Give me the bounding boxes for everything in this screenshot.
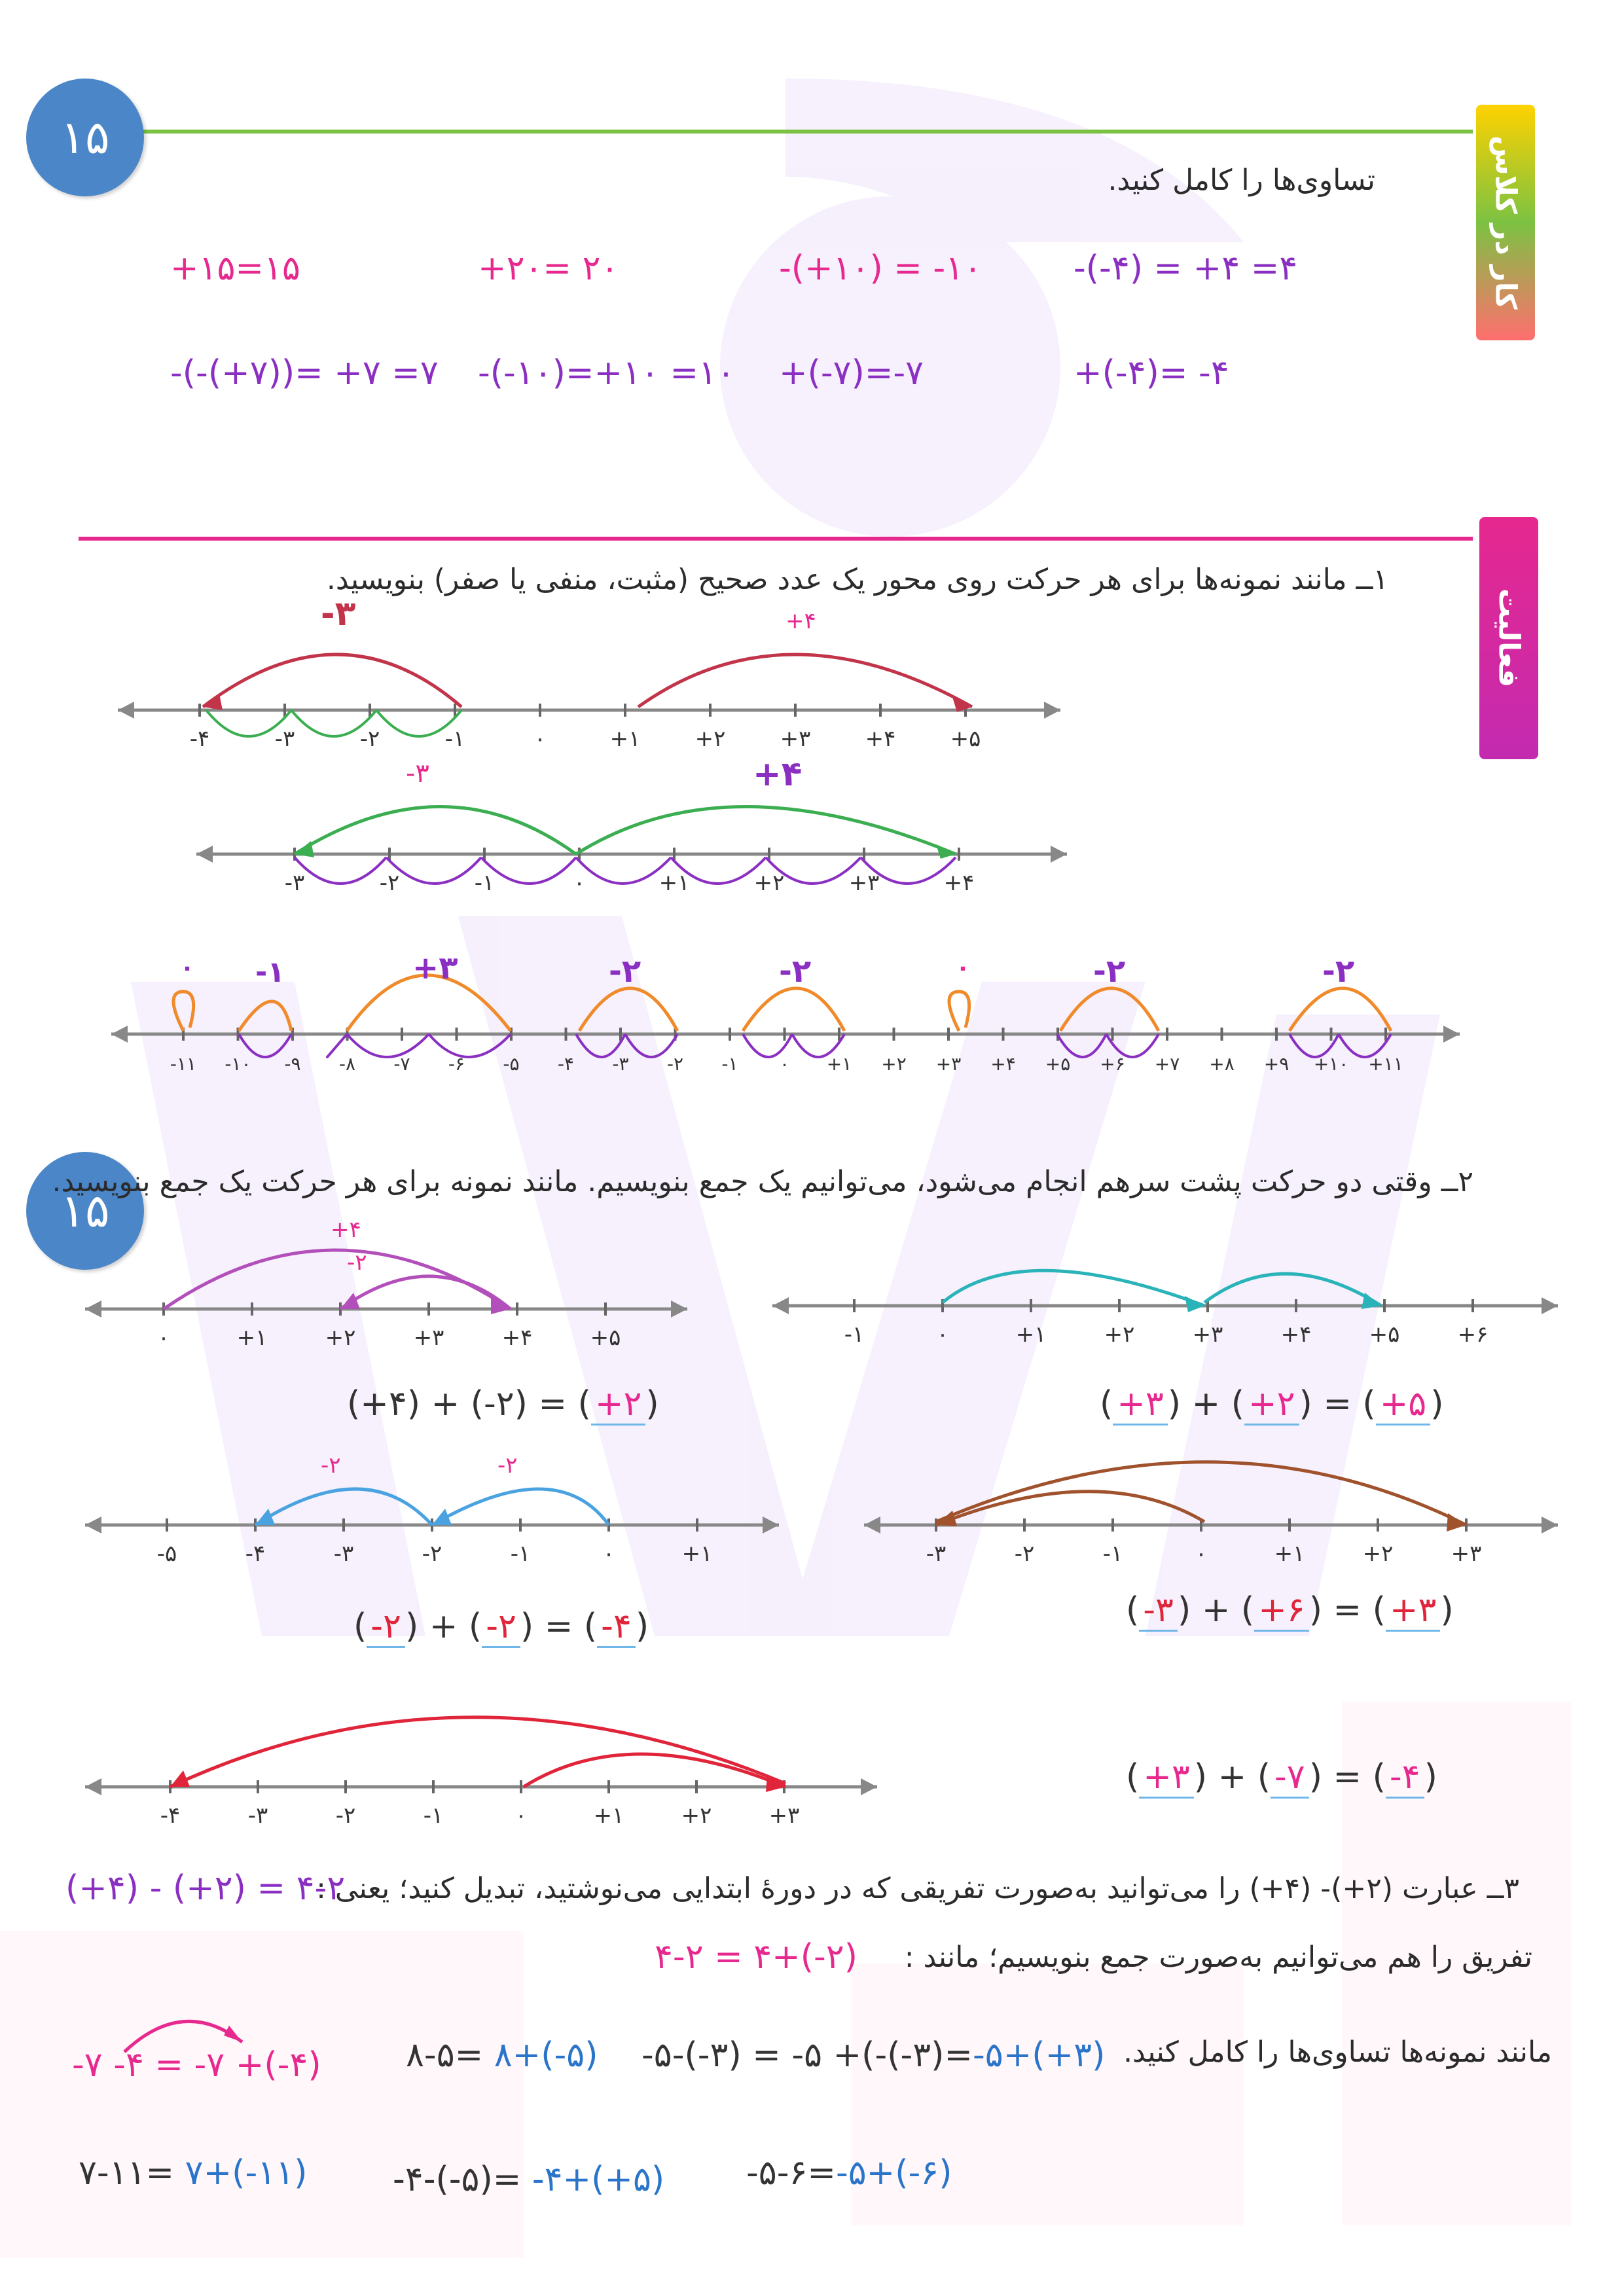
d4-eq-p0: ( bbox=[353, 1607, 367, 1646]
example-4-q: -۵-۶= bbox=[746, 2153, 836, 2193]
d4-tick-label: -۲ bbox=[422, 1541, 442, 1567]
page-number-mid: ۱۵ bbox=[60, 1184, 110, 1238]
d1-eq-p1: ) + ( bbox=[1167, 1384, 1244, 1424]
d5-tick-label: +۲ bbox=[681, 1803, 712, 1829]
line2-tick-label: ۰ bbox=[573, 870, 586, 896]
question-3-line-1: ۳ــ عبارت (۲+)- (۴+) را می‌توانید به‌صورت تفریقی که در دورهٔ ابتدایی می‌نوشتید، تبدیل کنید؛ یعنی : bbox=[316, 1872, 1519, 1905]
line1-tick-label: +۱ bbox=[609, 726, 641, 752]
d5-tick-label: +۱ bbox=[593, 1803, 624, 1829]
line3-label-8: -۲ bbox=[1322, 953, 1355, 990]
d5-tick-label: +۳ bbox=[768, 1803, 800, 1829]
d2-tick-label: +۵ bbox=[590, 1325, 621, 1351]
classwork-eq-1-2: -(+۱۰) = -۱۰ bbox=[779, 249, 983, 288]
line2-tick-label: +۱ bbox=[659, 870, 690, 896]
d2-arc2-label: -۲ bbox=[347, 1249, 367, 1276]
line3-tick-label: +۲ bbox=[881, 1053, 907, 1075]
d4-arc1-label: -۲ bbox=[497, 1452, 518, 1479]
d4-eq-p3: ) bbox=[635, 1607, 649, 1646]
classwork-eq-2-4: -(-(+۷))= +۷ =۷ bbox=[170, 353, 439, 393]
d2-eq-p0: (+۴) + (-۲) = ( bbox=[347, 1384, 591, 1424]
d5-eq-b: -۷ bbox=[1271, 1757, 1309, 1799]
line1-right-label: +۴ bbox=[785, 608, 816, 634]
d1-eq-p3: ) bbox=[1430, 1384, 1444, 1424]
line2-tick-label: -۳ bbox=[284, 870, 305, 896]
line2-tick-label: +۲ bbox=[753, 870, 785, 896]
d4-arc2-label: -۲ bbox=[321, 1452, 341, 1479]
d4-eq-c: -۴ bbox=[597, 1607, 636, 1648]
diagram-2-equation bbox=[347, 1384, 659, 1424]
example-2-q: ۸-۵= bbox=[406, 2036, 484, 2075]
example-1 bbox=[641, 2036, 1105, 2075]
example-1-q: -۵-(-۳) = -۵ +(-(-۳)= bbox=[641, 2036, 973, 2075]
activity-tag-label: فعالیت bbox=[1492, 588, 1526, 688]
d1-eq-c: +۵ bbox=[1376, 1384, 1431, 1426]
example-5 bbox=[393, 2160, 664, 2199]
line3-label-1: ۰ bbox=[180, 954, 194, 981]
d4-eq-p1: ) + ( bbox=[405, 1607, 482, 1646]
d5-eq-p3: ) bbox=[1424, 1757, 1437, 1797]
line3-tick-label: -۴ bbox=[557, 1053, 575, 1075]
d1-eq-p2: ) = ( bbox=[1299, 1384, 1376, 1424]
line2-tick-label: +۳ bbox=[848, 870, 880, 896]
example-5-q: -۴-(-۵)= bbox=[393, 2160, 522, 2199]
d5-eq-p1: ) + ( bbox=[1193, 1757, 1271, 1797]
d3-eq-a: -۳ bbox=[1139, 1590, 1178, 1632]
d1-tick-label: +۶ bbox=[1457, 1321, 1489, 1348]
line1-tick-label: -۲ bbox=[359, 726, 380, 752]
d5-eq-a: +۳ bbox=[1139, 1757, 1194, 1799]
d3-tick-label: -۳ bbox=[926, 1541, 947, 1567]
classwork-instruction: تساوی‌ها را کامل کنید. bbox=[1108, 164, 1375, 197]
d4-tick-label: -۵ bbox=[156, 1541, 177, 1567]
line3-label-3: +۳ bbox=[412, 950, 458, 986]
diagram-2 bbox=[72, 1217, 700, 1374]
d5-tick-label: ۰ bbox=[514, 1803, 528, 1829]
d1-tick-label: +۳ bbox=[1192, 1321, 1223, 1348]
d3-eq-p3: ) bbox=[1440, 1590, 1454, 1630]
d1-eq-a: +۳ bbox=[1113, 1384, 1168, 1426]
line1-tick-label: +۲ bbox=[695, 726, 726, 752]
d5-tick-label: -۴ bbox=[160, 1803, 181, 1829]
line2-tick-label: -۱ bbox=[474, 870, 495, 896]
diagram-5 bbox=[72, 1689, 890, 1846]
line2-right-label: +۴ bbox=[753, 755, 803, 794]
line3-label-2: -۱ bbox=[255, 956, 285, 989]
line3-tick-label: -۱ bbox=[721, 1053, 738, 1075]
line3-tick-label: +۱۱ bbox=[1368, 1053, 1403, 1075]
d4-eq-b: -۲ bbox=[482, 1607, 520, 1648]
line1-tick-label: +۵ bbox=[950, 726, 981, 752]
d5-eq-p2: ) = ( bbox=[1308, 1757, 1386, 1797]
d4-eq-a: -۲ bbox=[367, 1607, 405, 1648]
d4-eq-p2: ) = ( bbox=[520, 1607, 598, 1646]
line3-tick-label: +۵ bbox=[1045, 1053, 1071, 1075]
example-4 bbox=[746, 2153, 952, 2193]
d3-tick-label: -۱ bbox=[1102, 1541, 1123, 1567]
line3-tick-label: +۱۰ bbox=[1313, 1053, 1349, 1075]
line1-tick-label: ۰ bbox=[533, 726, 547, 752]
page-number: ۱۵ bbox=[60, 111, 110, 164]
page-number-badge-top bbox=[26, 79, 144, 196]
d3-eq-p1: ) + ( bbox=[1178, 1590, 1255, 1630]
d3-eq-c: +۳ bbox=[1386, 1590, 1441, 1632]
line1-left-label: -۳ bbox=[321, 594, 356, 634]
d4-tick-label: ۰ bbox=[602, 1541, 615, 1567]
classwork-tag bbox=[1476, 105, 1535, 340]
line3-tick-label: +۳ bbox=[935, 1053, 962, 1075]
number-line-3 bbox=[98, 929, 1473, 1113]
d1-eq-p0: ( bbox=[1100, 1384, 1113, 1424]
line3-tick-label: -۹ bbox=[284, 1053, 301, 1075]
d1-tick-label: +۴ bbox=[1280, 1321, 1312, 1348]
line2-left-label: -۳ bbox=[406, 759, 429, 789]
d1-tick-label: ۰ bbox=[936, 1321, 949, 1348]
d4-tick-label: -۳ bbox=[333, 1541, 354, 1567]
number-line-2 bbox=[183, 746, 1100, 916]
classwork-eq-1-4: +۱۵=۱۵ bbox=[170, 249, 300, 288]
line3-tick-label: +۸ bbox=[1209, 1053, 1235, 1075]
line3-tick-label: -۳ bbox=[612, 1053, 629, 1075]
d2-tick-label: +۱ bbox=[236, 1325, 268, 1351]
d3-tick-label: +۲ bbox=[1362, 1541, 1394, 1567]
line1-tick-label: +۳ bbox=[780, 726, 811, 752]
classwork-eq-2-3: -(-۱۰)=+۱۰ =۱۰ bbox=[478, 353, 735, 393]
example-2-a: ۸+(-۵) bbox=[494, 2036, 598, 2075]
line3-label-5: -۲ bbox=[779, 953, 812, 990]
d3-eq-b: +۶ bbox=[1254, 1590, 1309, 1632]
d1-tick-label: +۵ bbox=[1369, 1321, 1400, 1348]
example-2 bbox=[406, 2036, 598, 2075]
d4-tick-label: -۴ bbox=[245, 1541, 266, 1567]
example-6-q: ۷-۱۱= bbox=[79, 2153, 175, 2193]
classwork-eq-2-1: +(-۴)= -۴ bbox=[1074, 353, 1229, 393]
diagram-5-equation bbox=[1126, 1757, 1437, 1797]
line1-tick-label: +۴ bbox=[865, 726, 896, 752]
d1-tick-label: -۱ bbox=[844, 1321, 865, 1348]
line3-tick-label: -۱۱ bbox=[170, 1053, 197, 1075]
question-2: ۲ــ وقتی دو حرکت پشت سرهم انجام می‌شود، می‌توانیم یک جمع بنویسیم. مانند نمونه برای هر حرکت یک جمع بنویسید. bbox=[52, 1165, 1473, 1198]
line3-tick-label: -۲ bbox=[666, 1053, 684, 1075]
question-1: ۱ــ مانند نمونه‌ها برای هر حرکت روی محور یک عدد صحیح (مثبت، منفی یا صفر) بنویسید. bbox=[326, 563, 1388, 596]
d2-tick-label: ۰ bbox=[157, 1325, 170, 1351]
diagram-1-equation bbox=[1100, 1384, 1444, 1424]
classwork-eq-1-3: +۲۰= ۲۰ bbox=[478, 249, 619, 288]
d2-eq-p1: ) bbox=[645, 1384, 659, 1424]
diagram-4 bbox=[72, 1440, 792, 1584]
d3-tick-label: +۳ bbox=[1451, 1541, 1482, 1567]
d3-tick-label: -۲ bbox=[1014, 1541, 1035, 1567]
classwork-eq-1-1: -(-۴) = +۴ =۴ bbox=[1074, 249, 1298, 288]
line3-tick-label: -۷ bbox=[393, 1053, 410, 1075]
line3-tick-label: -۱۰ bbox=[225, 1053, 251, 1075]
question-3-line-2: تفریق را هم می‌توانیم به‌صورت جمع بنویسیم؛ مانند : bbox=[904, 1941, 1532, 1974]
line3-tick-label: +۹ bbox=[1263, 1053, 1290, 1075]
classwork-eq-2-2: +(-۷)=-۷ bbox=[779, 353, 924, 393]
example-6-a: ۷+(-۱۱) bbox=[185, 2153, 308, 2193]
d3-eq-p0: ( bbox=[1126, 1590, 1140, 1630]
example-1-a: -۵+(+۳) bbox=[973, 2036, 1106, 2075]
line3-tick-label: ۰ bbox=[779, 1053, 790, 1075]
d1-tick-label: +۲ bbox=[1104, 1321, 1135, 1348]
d2-eq-a: +۲ bbox=[591, 1384, 646, 1426]
activity-tag bbox=[1479, 517, 1538, 759]
d5-eq-c: -۴ bbox=[1386, 1757, 1424, 1799]
d5-tick-label: -۱ bbox=[423, 1803, 444, 1829]
line3-tick-label: -۶ bbox=[448, 1053, 465, 1075]
diagram-3-equation bbox=[1126, 1590, 1454, 1630]
example-6 bbox=[79, 2153, 307, 2193]
d1-eq-b: +۲ bbox=[1244, 1384, 1299, 1426]
d5-tick-label: -۲ bbox=[335, 1803, 356, 1829]
d1-tick-label: +۱ bbox=[1015, 1321, 1047, 1348]
diagram-4-equation bbox=[353, 1607, 649, 1646]
green-rule bbox=[131, 130, 1473, 134]
line2-tick-label: -۲ bbox=[379, 870, 400, 896]
line3-tick-label: -۸ bbox=[338, 1053, 356, 1075]
question-3-answer-2: ۴-۲ = ۴+(-۲) bbox=[655, 1937, 858, 1977]
d4-tick-label: -۱ bbox=[510, 1541, 531, 1567]
example-3: -۷ -۴ = -۷ +(-۴) bbox=[72, 2045, 321, 2085]
number-line-1 bbox=[98, 589, 1080, 759]
line1-tick-label: -۴ bbox=[189, 726, 210, 752]
d2-tick-label: +۴ bbox=[501, 1325, 533, 1351]
classwork-tag-label: کار در کلاس bbox=[1489, 135, 1523, 310]
line3-label-7: -۲ bbox=[1093, 953, 1126, 990]
line3-label-4: -۲ bbox=[609, 953, 641, 990]
pink-rule bbox=[79, 537, 1473, 541]
diagram-3 bbox=[851, 1440, 1571, 1584]
d4-tick-label: +۱ bbox=[681, 1541, 713, 1567]
d2-tick-label: +۳ bbox=[413, 1325, 444, 1351]
d5-tick-label: -۳ bbox=[247, 1803, 268, 1829]
d2-arc1-label: +۴ bbox=[331, 1217, 361, 1243]
example-5-a: -۴+(+۵) bbox=[532, 2160, 665, 2199]
d3-eq-p2: ) = ( bbox=[1308, 1590, 1386, 1630]
line3-tick-label: +۴ bbox=[990, 1053, 1016, 1075]
d3-tick-label: ۰ bbox=[1195, 1541, 1208, 1567]
diagram-1 bbox=[759, 1217, 1571, 1374]
line1-tick-label: -۱ bbox=[444, 726, 465, 752]
line2-tick-label: +۴ bbox=[943, 870, 975, 896]
d5-eq-p0: ( bbox=[1126, 1757, 1140, 1797]
d3-tick-label: +۱ bbox=[1274, 1541, 1305, 1567]
line1-tick-label: -۳ bbox=[274, 726, 295, 752]
line3-tick-label: +۱ bbox=[826, 1053, 852, 1075]
question-3-answer-1: (+۴) - (+۲) = ۴-۲ bbox=[65, 1869, 346, 1908]
example-4-a: -۵+(-۶) bbox=[835, 2153, 952, 2193]
question-3-line-3: مانند نمونه‌ها تساوی‌ها را کامل کنید. bbox=[1123, 2036, 1552, 2069]
line3-label-6: ۰ bbox=[956, 954, 970, 981]
d2-tick-label: +۲ bbox=[325, 1325, 356, 1351]
line3-tick-label: +۷ bbox=[1154, 1053, 1180, 1075]
line3-tick-label: -۵ bbox=[503, 1053, 520, 1075]
line3-tick-label: +۶ bbox=[1100, 1053, 1125, 1075]
